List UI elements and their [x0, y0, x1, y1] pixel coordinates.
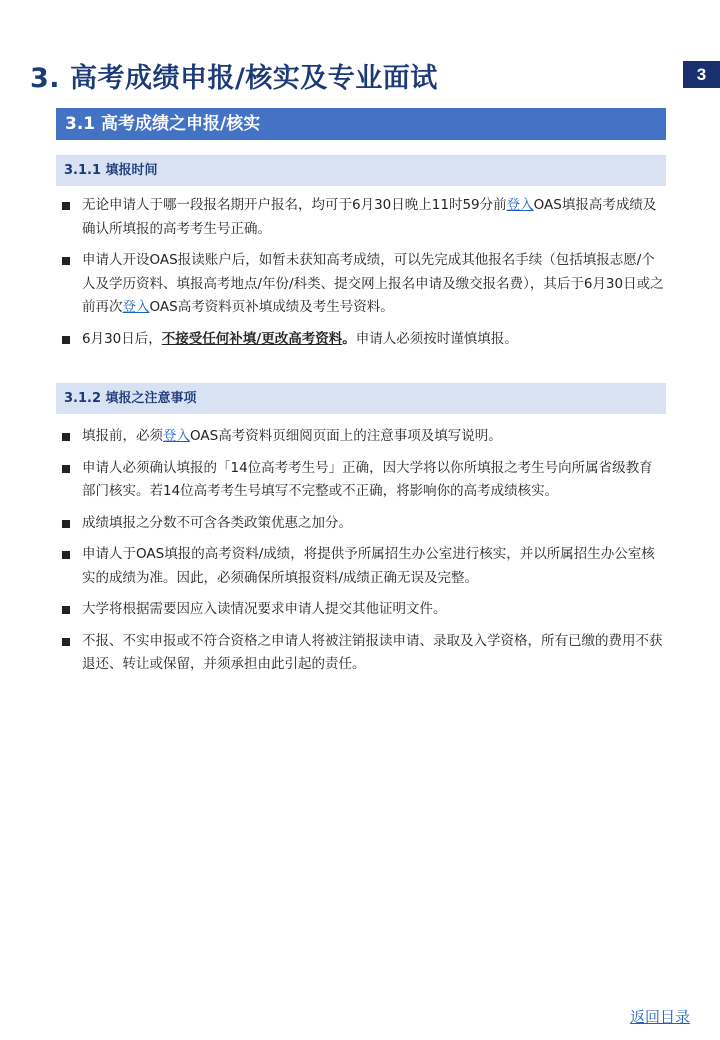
item-text: 申请人必须确认填报的「14位高考考生号」正确，因大学将以你所填报之考生号向所属省级教育部门核实。若14位高考考生号填写不完整或不正确，将影响你的高考成绩核实。 — [82, 459, 653, 499]
list-item — [62, 328, 666, 352]
list-item — [62, 512, 666, 536]
square-bullet-icon — [62, 520, 70, 528]
section-heading-3-1: 3.1 高考成绩之申报/核实 — [56, 108, 666, 140]
square-bullet-icon — [62, 465, 70, 473]
bullet-list-notes — [62, 425, 666, 685]
subsection-heading-3-1-2: 3.1.2 填报之注意事项 — [56, 383, 666, 414]
square-bullet-icon — [62, 551, 70, 559]
subsection-heading-3-1-1: 3.1.1 填报时间 — [56, 155, 666, 186]
item-text: OAS高考资料页细阅页面上的注意事项及填写说明。 — [190, 428, 502, 444]
back-to-contents-link[interactable]: 返回目录 — [630, 1008, 691, 1026]
login-link[interactable]: 登入 — [506, 197, 534, 213]
page-number-badge: 3 — [683, 61, 720, 88]
list-item — [62, 543, 666, 590]
item-text: 6月30日后， — [82, 330, 162, 347]
square-bullet-icon — [62, 202, 70, 210]
list-item — [62, 249, 666, 320]
square-bullet-icon — [62, 257, 70, 265]
list-item — [62, 598, 666, 622]
bullet-list-fill-time — [62, 194, 666, 359]
item-text: 大学将根据需要因应入读情况要求申请人提交其他证明文件。 — [82, 601, 447, 617]
item-text: OAS高考资料页补填成绩及考生号资料。 — [149, 299, 394, 315]
item-text: 填报前，必须 — [82, 428, 163, 444]
item-text: 申请人于OAS填报的高考资料/成绩，将提供予所属招生办公室进行核实，并以所属招生办公室核实的成绩为准。因此，必须确保所填报资料/成绩正确无误及完整。 — [82, 546, 655, 586]
list-item — [62, 630, 666, 677]
square-bullet-icon — [62, 606, 70, 614]
login-link[interactable]: 登入 — [122, 299, 150, 315]
square-bullet-icon — [62, 433, 70, 441]
item-text: 无论申请人于哪一段报名期开户报名，均可于6月30日晚上11时59分前 — [82, 197, 507, 213]
login-link[interactable]: 登入 — [163, 428, 190, 444]
page-title: 3. 高考成绩申报/核实及专业面试 — [30, 63, 438, 94]
square-bullet-icon — [62, 336, 70, 344]
item-text: OAS填报高考成绩及确认所填报的高考考生号正确。 — [82, 197, 657, 237]
item-text: 成绩填报之分数不可含各类政策优惠之加分。 — [82, 514, 352, 531]
list-item — [62, 425, 666, 449]
emphasis-punct: 。 — [342, 330, 356, 347]
item-text: 不报、不实申报或不符合资格之申请人将被注销报读申请、录取及入学资格，所有已缴的费用不获退还、转让或保留，并须承担由此引起的责任。 — [82, 632, 663, 672]
square-bullet-icon — [62, 638, 70, 646]
item-text: 申请人开设OAS报读账户后，如暂未获知高考成绩，可以先完成其他报名手续（包括填报志愿/个人及学历资料、填报高考地点/年份/科类、提交网上报名申请及缴交报名费），其后于6月30日或之前再次 — [82, 252, 664, 315]
emphasis-text: 不接受任何补填/更改高考资料 — [161, 330, 343, 347]
item-text: 申请人必须按时谨慎填报。 — [355, 330, 518, 347]
list-item — [62, 194, 666, 241]
list-item — [62, 457, 666, 504]
